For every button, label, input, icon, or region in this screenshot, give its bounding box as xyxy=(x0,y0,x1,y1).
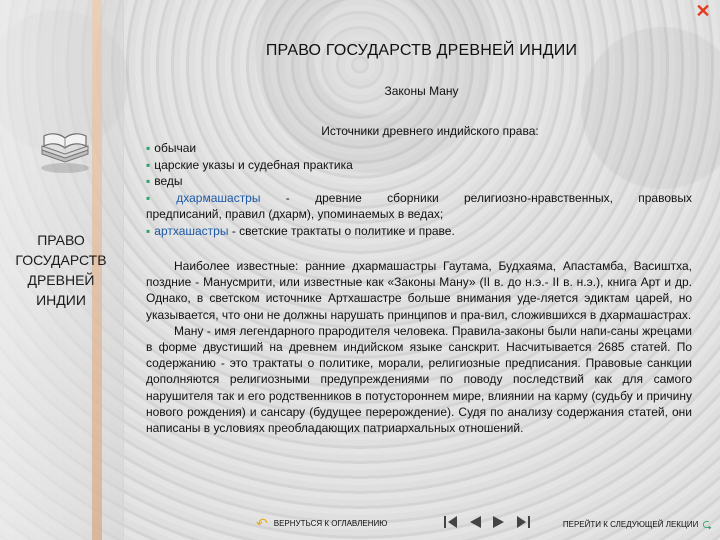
list-item xyxy=(146,190,692,207)
bullet-icon: ▪ xyxy=(146,190,173,205)
list-item-text: веды xyxy=(154,174,183,188)
bullet-icon: ▪ xyxy=(146,223,151,238)
page-subtitle: Законы Ману xyxy=(384,84,459,98)
list-item-text: - светские трактаты о политике и праве. xyxy=(228,223,455,238)
slide-navigation xyxy=(442,512,532,534)
next-slide-icon[interactable] xyxy=(490,513,508,531)
sidebar-label-line-1: ПРАВО xyxy=(37,232,85,248)
sources-list xyxy=(146,140,692,239)
bullet-icon: ▪ xyxy=(146,157,151,172)
main-text xyxy=(146,258,692,436)
sidebar-label-line-3: ДРЕВНЕЙ xyxy=(27,272,95,288)
last-slide-icon[interactable] xyxy=(514,513,532,531)
sources-heading: Источники древнего индийского права: xyxy=(321,124,539,138)
next-lecture-link[interactable] xyxy=(563,515,712,536)
list-item xyxy=(146,140,692,157)
list-item-text: царские указы и судебная практика xyxy=(154,157,353,172)
next-arrow-icon: ⮎ xyxy=(702,517,712,531)
list-item xyxy=(146,173,692,190)
paragraph-2: Ману - имя легендарного прародителя человека. Правила-законы были напи-саны жрецами в форме двустиший на древнем индийском языке санскрит. Насчитывается 2685 статей. По содержанию - это трактаты о политике, морали, религиозные предписания. Правовые санкции дополняются религиозными предупреждениями по поводу последствий как для самого нарушителя так и его родственников в потустороннем мире, влиянии на карму (судьбу и причину нового рождения) и сансару (будущее перерождение). Судя по анализу содержания статей, они написаны в условиях преобладающих патриархальных отношений. xyxy=(146,323,692,436)
book-icon xyxy=(34,118,96,180)
list-item-text: - древние сборники религиозно-нравственных, правовых xyxy=(260,190,692,205)
list-item-text: обычаи xyxy=(154,141,197,155)
footer-nav xyxy=(256,512,720,536)
sidebar-label-line-2: ГОСУДАРСТВ xyxy=(15,252,107,268)
paragraph-1: Наиболее известные: ранние дхармашастры Гаутама, Будхаяма, Апастамба, Васиштха, поздние - Манусмрити, или известные как «Законы Ману» (II в. до н.э.- II в. н.э.), книга Арт и др. Однако, в светском источнике Артхашастре больше внимания уде-ляется эдиктам царей, но указывается, что они не должны нарушать принципов и пра-вил, сложившихся в дхармашастрах. xyxy=(146,259,692,322)
list-item xyxy=(146,157,692,174)
list-item xyxy=(146,223,692,240)
back-to-contents-link[interactable] xyxy=(256,515,387,532)
sidebar-label xyxy=(2,230,120,310)
term-dharmashastra: дхармашастры xyxy=(176,190,261,205)
page-title: ПРАВО ГОСУДАРСТВ ДРЕВНЕЙ ИНДИИ xyxy=(265,42,578,59)
back-to-contents-label: ВЕРНУТЬСЯ К ОГЛАВЛЕНИЮ xyxy=(273,519,388,528)
term-arthashastra: артхашастры xyxy=(154,223,229,238)
list-item-continuation: предписаний, правил (дхарм), упоминаемых в ведах; xyxy=(146,207,444,221)
bullet-icon: ▪ xyxy=(146,141,151,155)
sidebar-label-line-4: ИНДИИ xyxy=(36,292,86,308)
bullet-icon: ▪ xyxy=(146,174,151,188)
close-icon[interactable]: ✕ xyxy=(695,1,711,21)
first-slide-icon[interactable] xyxy=(442,513,460,531)
next-lecture-label: ПЕРЕЙТИ К СЛЕДУЮЩЕЙ ЛЕКЦИИ xyxy=(562,520,699,529)
return-arrow-icon: ↶ xyxy=(256,515,268,531)
prev-slide-icon[interactable] xyxy=(466,513,484,531)
